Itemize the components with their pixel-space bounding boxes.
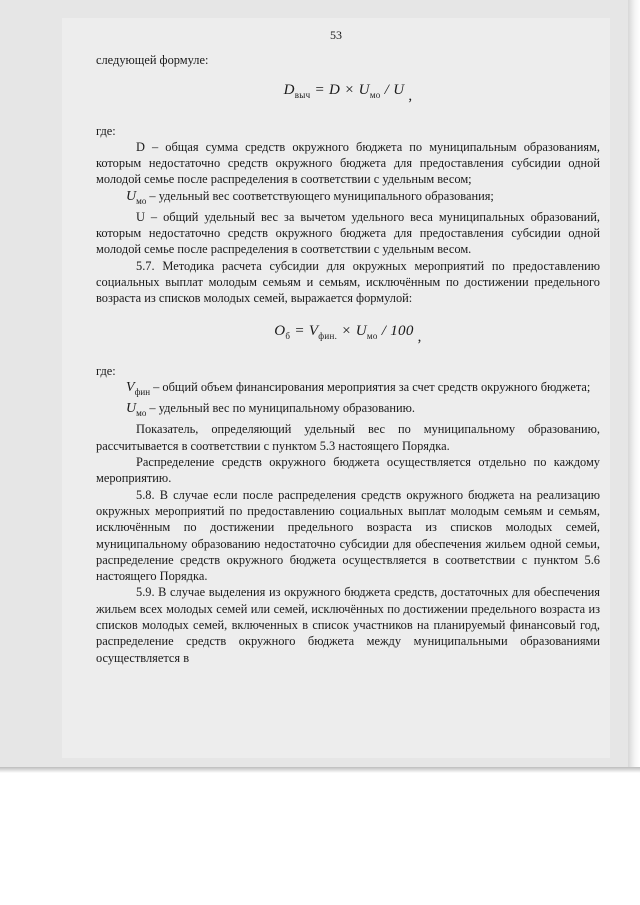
formula-subscript: б [285,330,291,341]
formula-operator: = [310,82,329,99]
paragraph-5-9: 5.9. В случае выделения из окружного бюджета средств, достаточных для обеспечения жильем всех молодых семей или семей, исключённых по достижении предельного возраста из списков молодых семей, включенных в список участников на планируемый финансовый год, распределение средств окружного бюджета между муниципальными образованиями осуществляется в [96,585,600,665]
formula-symbol: V [308,322,319,339]
formula-comma: , [408,88,413,105]
symbol-Vfin: $V_{фин}$ [126,380,151,398]
formula-symbol: D [329,82,341,99]
page-number: 53 [330,28,342,42]
formula-comma: , [417,328,422,345]
definition-Umo-2 [96,400,600,421]
scan-bottom-shadow [0,767,640,773]
symbol-Umo: $U_{мо}$ [126,188,147,206]
scan-edge [628,0,640,767]
formula-operator: / [380,82,394,99]
formula-operator: / 100 [377,322,414,339]
formula-operator: × [337,322,356,339]
definition-text: – общий объем финансирования мероприятия за счет средств окружного бюджета; [150,380,591,395]
formula-subsidy [96,323,600,345]
formula-operator: = [290,322,309,339]
definition-Umo [96,188,600,209]
formula-symbol: U [393,82,405,99]
paragraph-indicator: Показатель, определяющий удельный вес по муниципальному образованию, рассчитывается в соответствии с пунктом 5.3 настоящего Порядка. [96,422,600,453]
formula-subscript: мо [369,90,381,101]
page-body [96,52,600,666]
definition-text: – удельный вес по муниципальному образованию. [146,401,415,416]
where-label-2: где: [96,363,116,378]
definition-D: D – общая сумма средств окружного бюджета по муниципальным образованиям, которым недостаточно средств окружного бюджета для предоставления субсидии одной молодой семье после распределения в соответствии с удельным весом; [96,139,600,187]
formula-distribution [96,82,600,104]
formula-symbol: U [355,322,367,339]
where-label: где: [96,123,116,138]
document-page [62,18,610,758]
definition-text: – удельный вес соответствующего муниципального образования; [146,188,494,203]
formula-subscript: фин. [318,330,338,341]
paragraph-5-7: 5.7. Методика расчета субсидии для окружных мероприятий по предоставлению социальных выплат молодым семьям и семьям, исключённым по достижении предельного возраста из списков молодых семей, выражается формулой: [96,258,600,306]
paragraph-5-8: 5.8. В случае если после распределения средств окружного бюджета на реализацию окружных мероприятий по предоставлению социальных выплат молодым семьям и семьям, исключённым по достижении предельного возраста из списков молодых семей, муниципальному образованию недостаточно субсидии для обеспечения жильем одной семьи, распределение средств окружного бюджета осуществляется в соответствии с пунктом 5.6 настоящего Порядка. [96,487,600,584]
definition-U: U – общий удельный вес за вычетом удельного веса муниципальных образований, которым недостаточно средств окружного бюджета для предоставления субсидии одной молодой семье после распределения в соответствии с удельным весом. [96,209,600,257]
symbol-Umo: $U_{мо}$ [126,401,147,419]
paragraph-distribution: Распределение средств окружного бюджета осуществляется отдельно по каждому мероприятию. [96,455,600,486]
intro-line: следующей формуле: [96,53,209,67]
formula-symbol: U [358,82,370,99]
definition-Vfin [96,379,600,400]
formula-subscript: мо [366,330,378,341]
formula-symbol: O [274,322,286,339]
formula-subscript: выч [294,90,311,101]
formula-symbol: D [283,82,295,99]
formula-operator: × [340,82,359,99]
